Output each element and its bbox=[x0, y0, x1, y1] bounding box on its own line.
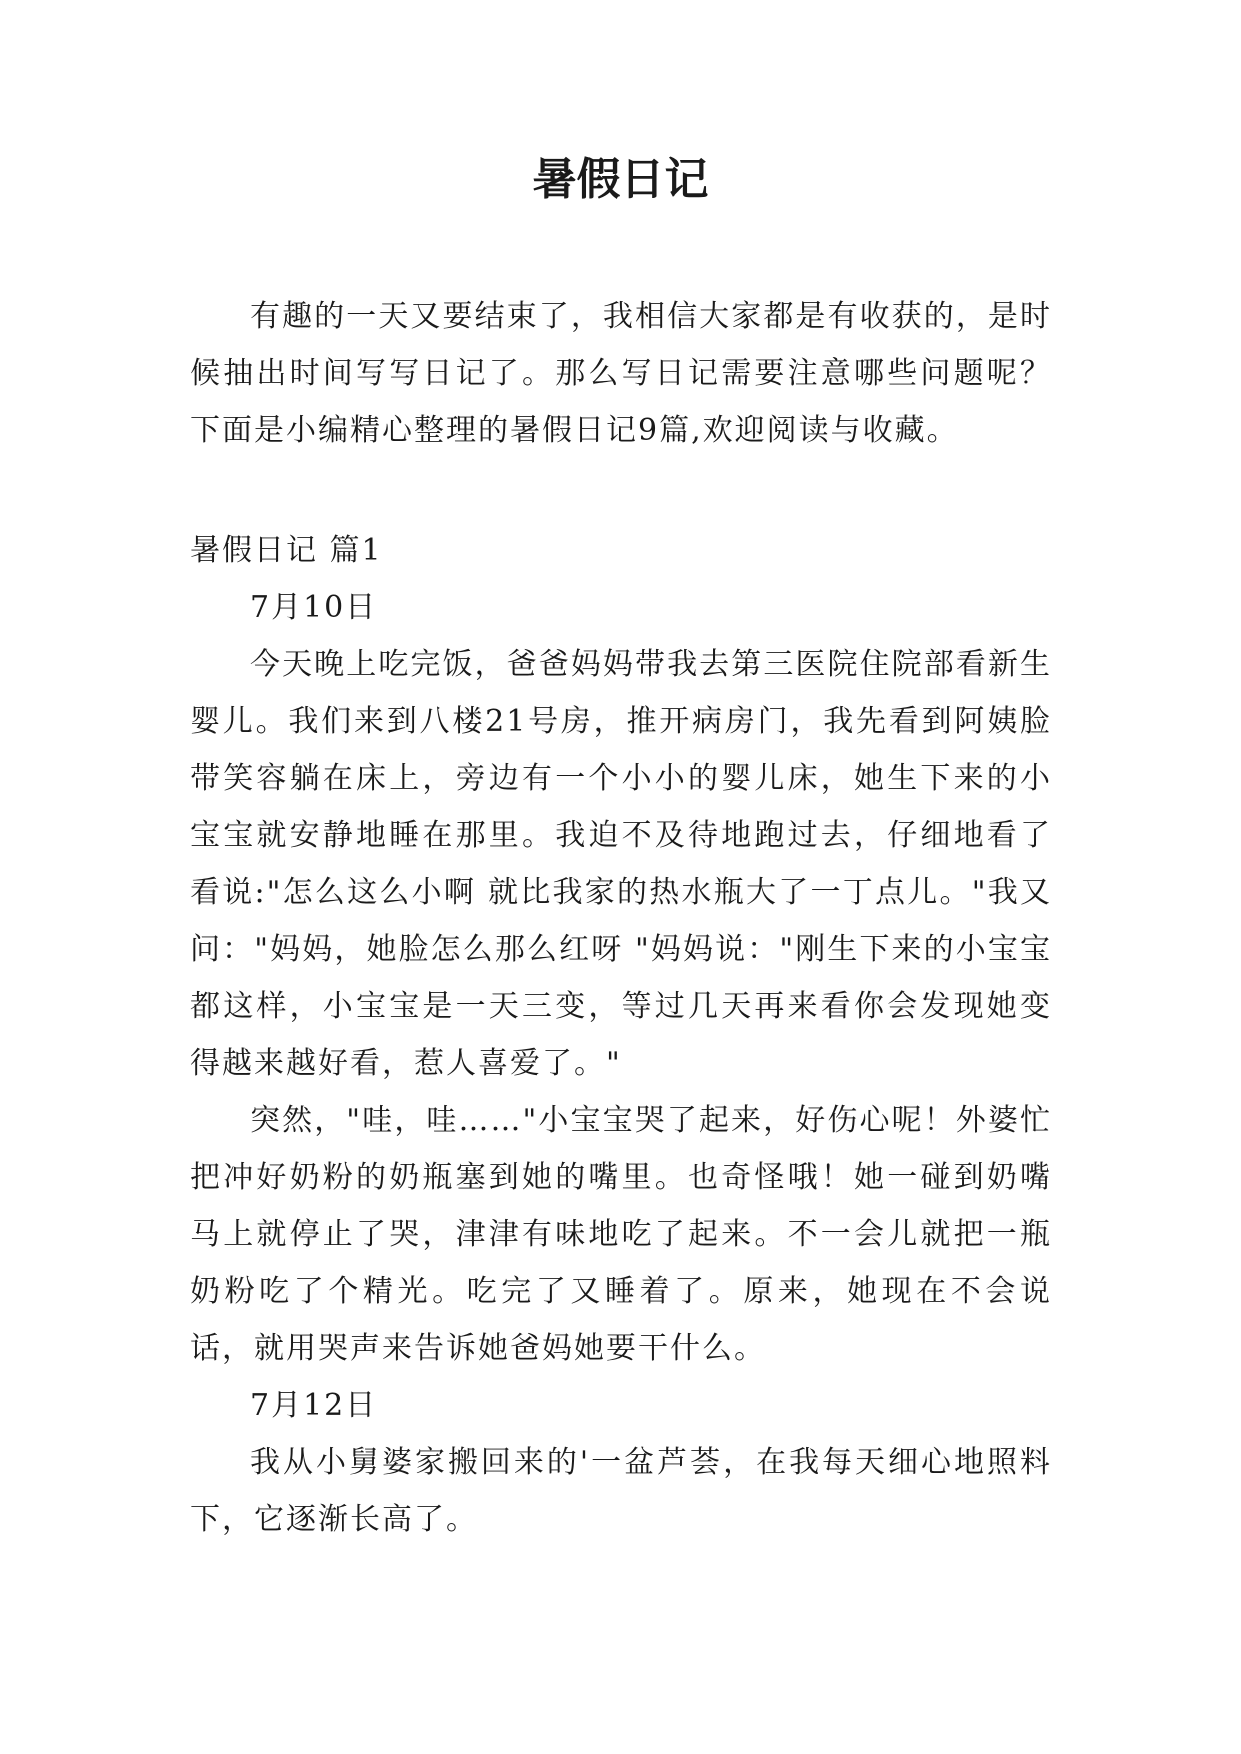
intro-paragraph: 有趣的一天又要结束了，我相信大家都是有收获的，是时候抽出时间写写日记了。那么写日记需要注意哪些问题呢？下面是小编精心整理的暑假日记9篇,欢迎阅读与收藏。 bbox=[190, 299, 1052, 448]
date-line: 7月12日 bbox=[250, 1388, 378, 1423]
paragraph: 突然，"哇，哇……"小宝宝哭了起来，好伤心呢！外婆忙把冲好奶粉的奶瓶塞到她的嘴里。也奇怪哦！她一碰到奶嘴马上就停止了哭，津津有味地吃了起来。不一会儿就把一瓶奶粉吃了个精光。吃完了又睡着了。原来，她现在不会说话，就用哭声来告诉她爸妈她要干什么。 bbox=[190, 1103, 1052, 1366]
paragraph: 今天晚上吃完饭，爸爸妈妈带我去第三医院住院部看新生婴儿。我们来到八楼21号房，推开病房门，我先看到阿姨脸带笑容躺在床上，旁边有一个小小的婴儿床，她生下来的小宝宝就安静地睡在那里。我迫不及待地跑过去，仔细地看了看说:"怎么这么小啊 就比我家的热水瓶大了一丁点儿。"我又问："妈妈，她脸怎么那么红呀 "妈妈说："刚生下来的小宝宝都这样，小宝宝是一天三变，等过几天再来看你会发现她变得越来越好看，惹人喜爱了。" bbox=[190, 647, 1052, 1081]
section-heading: 暑假日记 篇1 bbox=[190, 533, 383, 568]
date-line: 7月10日 bbox=[250, 590, 378, 625]
document-title: 暑假日记 bbox=[532, 154, 709, 205]
paragraph: 我从小舅婆家搬回来的'一盆芦荟，在我每天细心地照料下，它逐渐长高了。 bbox=[190, 1445, 1052, 1537]
article-body bbox=[190, 522, 1052, 1548]
intro-section bbox=[190, 288, 1052, 459]
